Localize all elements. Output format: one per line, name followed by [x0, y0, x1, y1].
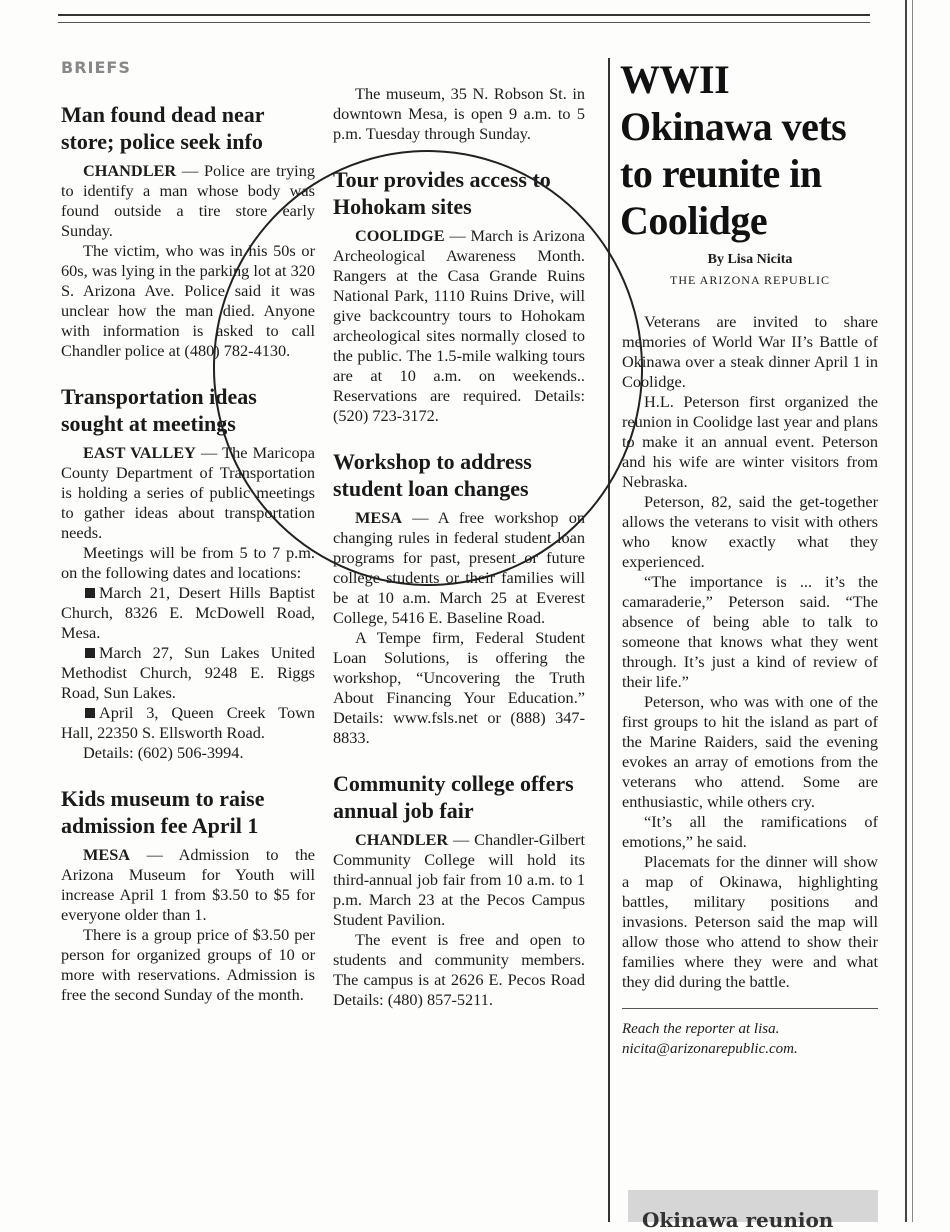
column-3: [622, 56, 878, 1059]
story-details: Details: (602) 506-3994.: [83, 743, 244, 762]
story-job-fair: [333, 770, 585, 1010]
list-item: March 27, Sun Lakes United Methodist Church, 9248 E. Riggs Road, Sun Lakes.: [61, 643, 315, 702]
main-headline: WWII Okinawa vets to reunite in Coolidge: [620, 57, 847, 243]
story-museum-continued: [333, 84, 585, 144]
story-paragraph: Meetings will be from 5 to 7 p.m. on the following dates and locations:: [61, 543, 315, 582]
story-paragraph: The museum, 35 N. Robson St. in downtown Mesa, is open 9 a.m. to 5 p.m. Tuesday through Sunday.: [333, 84, 585, 143]
story-paragraph: A Tempe firm, Federal Student Loan Solutions, is offering the workshop, “Uncovering the Truth About Financing Your Education.” Details: www.fsls.net or (888) 347-8833.: [333, 628, 585, 747]
page-edge-rule: [905, 0, 907, 1222]
story-man-found-dead: [61, 101, 315, 361]
top-rule-thin: [58, 22, 870, 23]
story-paragraph: MESA — Admission to the Arizona Museum for Youth will increase April 1 from $3.50 to $5 for everyone older than 1.: [61, 845, 315, 924]
page-edge-rule-thin: [912, 0, 913, 1222]
story-paragraph: There is a group price of $3.50 per person for organized groups of 10 or more with reservations. Admission is free the second Sunday of the month.: [61, 925, 315, 1004]
dateline: CHANDLER: [355, 830, 449, 849]
story-paragraph: CHANDLER — Chandler-Gilbert Community College will hold its third-annual job fair from 10 a.m. to 1 p.m. March 23 at the Pecos Campus Student Pavilion.: [333, 830, 585, 929]
dateline: MESA: [83, 845, 131, 864]
story-paragraph: The event is free and open to students and community members. The campus is at 2626 E. Pecos Road Details: (480) 857-5211.: [333, 930, 585, 1009]
square-bullet-icon: [85, 588, 95, 598]
list-item: March 21, Desert Hills Baptist Church, 8326 E. McDowell Road, Mesa.: [61, 583, 315, 642]
reach-divider: [622, 1008, 878, 1009]
top-rule: [58, 14, 870, 16]
story-paragraph: MESA — A free workshop on changing rules in federal student loan programs for past, present or future college students or their families will be at 10 a.m. March 25 at Everest College, 5416 E. Baseline Road.: [333, 508, 585, 627]
story-paragraph: EAST VALLEY — The Maricopa County Department of Transportation is holding a series of public meetings to gather ideas about transportation needs.: [61, 443, 316, 542]
story-transportation-ideas: [61, 383, 315, 763]
story-student-loan-workshop: [333, 448, 585, 748]
story-headline: Kids museum to raise admission fee April 1: [61, 786, 265, 838]
square-bullet-icon: [85, 708, 95, 718]
story-paragraph: Placemats for the dinner will show a map of Okinawa, highlighting battles, military positions and invasions. Peterson said the map will allow those who attend to show their families where they were and what they did during the battle.: [622, 852, 878, 991]
column-divider: [608, 58, 610, 1222]
story-headline: Community college offers annual job fair: [333, 771, 574, 823]
dateline: COOLIDGE: [355, 226, 445, 245]
story-kids-museum: [61, 785, 315, 1005]
story-headline: Transportation ideas sought at meetings: [61, 384, 257, 436]
list-item: April 3, Queen Creek Town Hall, 22350 S. Ellsworth Road.: [61, 703, 315, 742]
story-paragraph: COOLIDGE — March is Arizona Archeological Awareness Month. Rangers at the Casa Grande Ruins National Park, 1110 Ruins Drive, will give backcountry tours to Hohokam archeological sites normally closed to the public. The 1.5-mile walking tours are at 10 a.m. on weekends.. Reservations are required. Details: (520) 723-3172.: [333, 226, 585, 425]
story-paragraph: Peterson, 82, said the get-together allows the veterans to visit with others who know exactly what they experienced.: [622, 492, 878, 571]
dateline: EAST VALLEY: [83, 443, 196, 462]
column-2: [333, 84, 585, 1032]
dateline: MESA: [355, 508, 403, 527]
story-paragraph: H.L. Peterson first organized the reunion in Coolidge last year and plans to make it an annual event. Peterson and his wife are winter visitors from Nebraska.: [622, 392, 878, 491]
story-headline: Tour provides access to Hohokam sites: [333, 167, 551, 219]
story-paragraph: Peterson, who was with one of the first groups to hit the island as part of the Marine Raiders, said the evening evokes an array of emotions from the veterans who attend. Some are enthusiastic, while others cry.: [622, 692, 878, 811]
next-story-headline: Okinawa reunion: [642, 1208, 834, 1232]
story-headline: Workshop to address student loan changes: [333, 449, 532, 501]
story-paragraph: “The importance is ... it’s the camaraderie,” Peterson said. “The absence of being able to talk to someone that knows what they went through. It’s just a kind of review of their life.”: [622, 572, 878, 691]
byline: By Lisa Nicita: [707, 252, 793, 267]
story-hohokam-tours: [333, 166, 585, 426]
story-paragraph: Veterans are invited to share memories of World War II’s Battle of Okinawa over a steak dinner April 1 in Coolidge.: [622, 312, 878, 391]
story-paragraph: “It’s all the ramifications of emotions,” he said.: [622, 812, 878, 851]
square-bullet-icon: [85, 648, 95, 658]
column-1: [61, 58, 315, 1027]
reporter-contact: Reach the reporter at lisa. nicita@arizonarepublic.com.: [622, 1021, 798, 1057]
story-paragraph: CHANDLER — Police are trying to identify a man whose body was found outside a tire store early Sunday.: [61, 161, 315, 240]
publication-name: THE ARIZONA REPUBLIC: [669, 273, 830, 287]
dateline: CHANDLER: [83, 161, 177, 180]
story-paragraph: The victim, who was in his 50s or 60s, was lying in the parking lot at 320 S. Arizona Ave. Police said it was unclear how the man died. Anyone with information is asked to call Chandler police at (480) 782-4130.: [61, 241, 315, 360]
story-headline: Man found dead near store; police seek info: [61, 102, 265, 154]
section-label: BRIEFS: [61, 58, 131, 77]
